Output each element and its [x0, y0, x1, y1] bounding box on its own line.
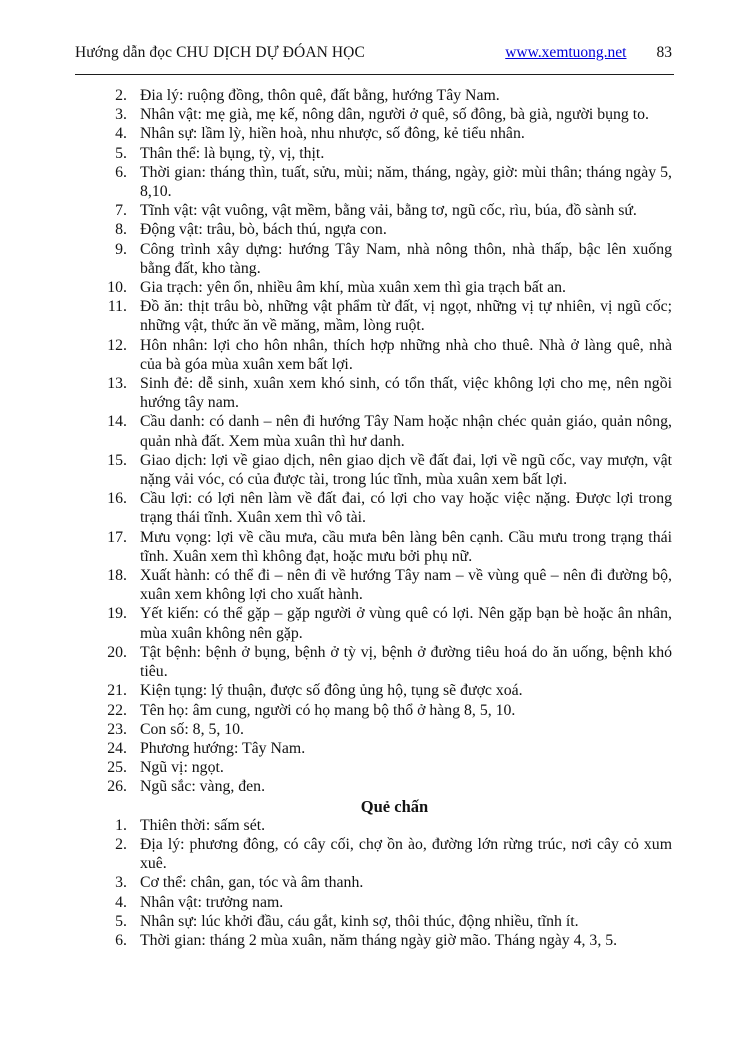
item-number: 22. — [107, 701, 127, 719]
list-item — [75, 451, 672, 489]
item-text: Sinh đẻ: dễ sinh, xuân xem khó sinh, có tổn thất, việc không lợi cho mẹ, nên ngồi hướng tây nam. — [140, 375, 672, 412]
que-chan-attribute-list — [75, 816, 672, 950]
item-number: 5. — [115, 912, 127, 930]
item-text: Nhân vật: mẹ già, mẹ kế, nông dân, người ở quê, số đông, bà già, người bụng to. — [140, 106, 649, 124]
list-item — [75, 758, 672, 777]
item-number: 4. — [115, 893, 127, 911]
item-text: Động vật: trâu, bò, bách thú, ngựa con. — [140, 221, 387, 239]
list-item — [75, 739, 672, 758]
item-text: Nhân vật: trưởng nam. — [140, 893, 284, 911]
list-item — [75, 893, 672, 912]
page-header — [75, 44, 672, 62]
list-item — [75, 374, 672, 412]
item-text: Phương hướng: Tây Nam. — [140, 739, 306, 757]
item-text: Tên họ: âm cung, người có họ mang bộ thổ ở hàng 8, 5, 10. — [140, 701, 516, 719]
section-heading: Quẻ chấn — [360, 796, 429, 816]
item-number: 19. — [107, 605, 127, 623]
item-text: Ngũ sắc: vàng, đen. — [140, 778, 266, 796]
item-number: 25. — [107, 759, 127, 777]
list-item — [75, 163, 672, 201]
item-number: 1. — [115, 816, 127, 834]
item-text: Ngũ vị: ngọt. — [140, 759, 224, 777]
item-number: 11. — [107, 298, 127, 316]
item-text: Yết kiến: có thể gặp – gặp người ở vùng quê có lợi. Nên gặp bạn bè hoặc ân nhân, mùa xuân không nên gặp. — [140, 605, 672, 642]
page-body — [75, 86, 672, 950]
item-number: 14. — [107, 413, 127, 431]
list-item — [75, 105, 672, 124]
item-text: Đồ ăn: thịt trâu bò, những vật phẩm từ đất, vị ngọt, những vị tự nhiên, vị ngũ cốc; những vật, thức ăn về măng, mầm, lòng ruột. — [140, 298, 672, 335]
list-item — [75, 201, 672, 220]
item-number: 7. — [115, 202, 127, 220]
item-number: 6. — [115, 163, 127, 181]
item-number: 18. — [107, 567, 127, 585]
que-khon-attribute-list — [75, 86, 672, 797]
item-text: Cầu danh: có danh – nên đi hướng Tây Nam hoặc nhận chéc quản giáo, quản nông, quản nhà đất. Xem mùa xuân thì hư danh. — [140, 413, 672, 450]
item-text: Mưu vọng: lợi về cầu mưa, cầu mưa bên làng bên cạnh. Cầu mưu trong trạng thái tĩnh. Xuân xem thì không đạt, hoặc mưu bởi phụ nữ. — [140, 528, 672, 565]
item-text: Thân thể: là bụng, tỳ, vị, thịt. — [140, 144, 325, 162]
page-number: 83 — [656, 44, 672, 61]
item-text: Cơ thể: chân, gan, tóc và âm thanh. — [140, 874, 364, 892]
list-item — [75, 835, 672, 873]
list-item — [75, 124, 672, 143]
list-item — [75, 777, 672, 796]
item-text: Con số: 8, 5, 10. — [140, 720, 245, 738]
list-item — [75, 604, 672, 642]
item-number: 26. — [107, 778, 127, 796]
item-number: 8. — [115, 221, 127, 239]
list-item — [75, 720, 672, 739]
list-item — [75, 144, 672, 163]
item-number: 3. — [115, 874, 127, 892]
list-item — [75, 566, 672, 604]
item-number: 24. — [107, 739, 127, 757]
item-text: Gia trạch: yên ổn, nhiều âm khí, mùa xuân xem thì gia trạch bất an. — [140, 279, 566, 297]
list-item — [75, 297, 672, 335]
list-item — [75, 873, 672, 892]
item-number: 13. — [107, 375, 127, 393]
item-text: Địa lý: phương đông, có cây cối, chợ ồn ào, đường lớn rừng trúc, nơi cây cỏ xum xuê. — [140, 835, 672, 873]
list-item — [75, 643, 672, 681]
item-number: 12. — [107, 336, 127, 354]
item-number: 21. — [107, 682, 127, 700]
header-right — [505, 44, 672, 62]
item-text: Giao dịch: lợi về giao dịch, nên giao dịch về đất đai, lợi về ngũ cốc, vay mượn, vật nặng vải vóc, có của được tài, trong lúc tĩnh, mùa xuân xem bất lợi. — [140, 451, 672, 489]
item-number: 20. — [107, 643, 127, 661]
item-text: Hôn nhân: lợi cho hôn nhân, thích hợp những nhà cho thuê. Nhà ở làng quê, nhà của bà góa mùa xuân xem bất lợi. — [140, 336, 672, 373]
list-item — [75, 701, 672, 720]
list-item — [75, 681, 672, 700]
item-number: 2. — [115, 835, 127, 853]
item-number: 23. — [107, 720, 127, 738]
list-item — [75, 816, 672, 835]
item-text: Tật bệnh: bệnh ở bụng, bệnh ở tỳ vị, bệnh ở đường tiêu hoá do ăn uống, bệnh khó tiêu. — [140, 643, 672, 681]
header-title: Hướng dẫn đọc CHU DỊCH DỰ ĐÓAN HỌC — [75, 44, 365, 61]
list-item — [75, 220, 672, 239]
list-item — [75, 336, 672, 374]
item-number: 4. — [115, 125, 127, 143]
list-item — [75, 912, 672, 931]
list-item — [75, 86, 672, 105]
item-text: Nhân sự: lúc khởi đầu, cáu gắt, kinh sợ, thôi thúc, động nhiều, tĩnh ít. — [140, 912, 579, 930]
list-item — [75, 278, 672, 297]
item-text: Xuất hành: có thể đi – nên đi về hướng Tây nam – về vùng quê – nên đi đường bộ, xuân xem không lợi cho xuất hành. — [140, 567, 672, 604]
item-number: 15. — [107, 451, 127, 469]
site-link[interactable]: www.xemtuong.net — [505, 44, 627, 61]
list-item — [75, 528, 672, 566]
item-text: Thời gian: tháng 2 mùa xuân, năm tháng ngày giờ mão. Tháng ngày 4, 3, 5. — [140, 931, 618, 949]
item-text: Đia lý: ruộng đồng, thôn quê, đất bằng, hướng Tây Nam. — [140, 87, 500, 104]
list-item — [75, 412, 672, 450]
item-number: 2. — [115, 87, 127, 104]
item-text: Thiên thời: sấm sét. — [140, 816, 266, 834]
item-number: 6. — [115, 931, 127, 949]
item-number: 17. — [107, 528, 127, 546]
item-text: Cầu lợi: có lợi nên làm về đất đai, có lợi cho vay hoặc việc nặng. Được lợi trong trạng thái tĩnh. Xuân xem thì vô tài. — [140, 490, 672, 527]
list-item — [75, 489, 672, 527]
item-number: 9. — [115, 240, 127, 258]
list-item — [75, 240, 672, 278]
item-number: 3. — [115, 106, 127, 124]
list-item — [75, 931, 672, 950]
item-number: 10. — [107, 279, 127, 297]
header-divider — [75, 74, 674, 75]
item-text: Thời gian: tháng thìn, tuất, sửu, mùi; năm, tháng, ngày, giờ: mùi thân; tháng ngày 5, 8,10. — [140, 163, 672, 201]
item-text: Kiện tụng: lý thuận, được số đông ủng hộ, tụng sẽ được xoá. — [140, 682, 523, 700]
item-text: Nhân sự: lầm lỳ, hiền hoà, nhu nhược, số đông, kẻ tiểu nhân. — [140, 125, 525, 143]
item-number: 16. — [107, 490, 127, 508]
item-text: Tĩnh vật: vật vuông, vật mềm, bằng vải, bằng tơ, ngũ cốc, rìu, búa, đồ sành sứ. — [140, 202, 637, 220]
item-text: Công trình xây dựng: hướng Tây Nam, nhà nông thôn, nhà thấp, bậc lên xuống bằng đất, kho tàng. — [140, 240, 672, 277]
item-number: 5. — [115, 144, 127, 162]
